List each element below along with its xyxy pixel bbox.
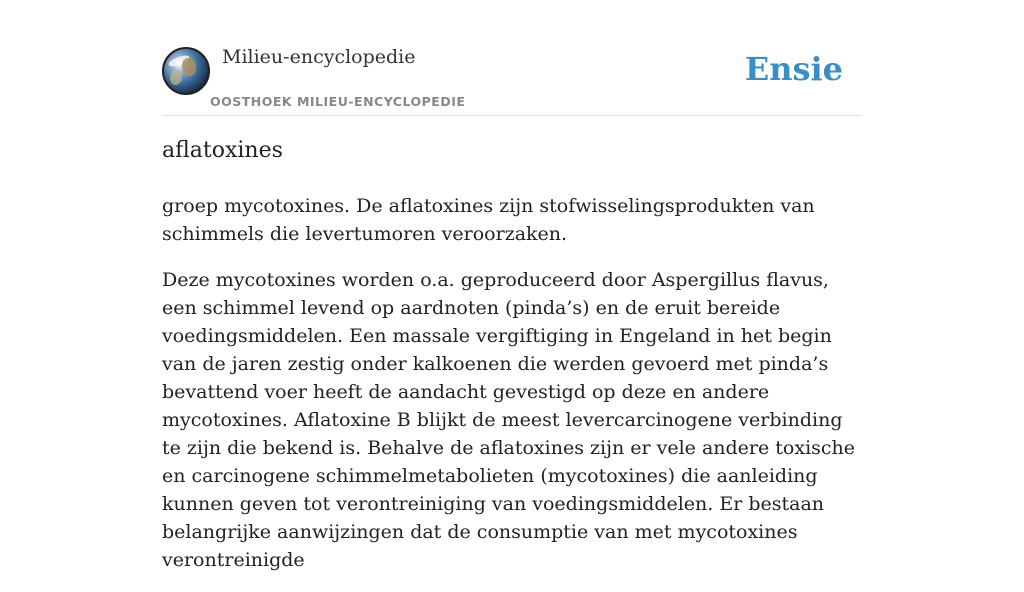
- earth-globe-logo-icon[interactable]: [162, 47, 210, 95]
- article-title: aflatoxines: [162, 138, 283, 163]
- article-paragraph-2: Deze mycotoxines worden o.a. geproduceerd door Aspergillus flavus, een schimmel levend op aardnoten (pinda’s) en de eruit bereide voedingsmiddelen. Een massale vergiftiging in Engeland in het begin van de jaren zestig onder kalkoenen die werden gevoerd met pinda’s bevattend voer heeft de aandacht gevestigd op deze en andere mycotoxines. Aflatoxine B blijkt de meest levercarcinogene verbinding te zijn die bekend is. Behalve de aflatoxines zijn er vele andere toxische en carcinogene schimmelmetabolieten (mycotoxines) die aanleiding kunnen geven tot verontreiniging van voedingsmiddelen. Er bestaan belangrijke aanwijzingen dat de consumptie van met mycotoxines verontreinigde: [162, 269, 856, 571]
- article-paragraph-1: groep mycotoxines. De aflatoxines zijn stofwisselingsprodukten van schimmels die levertumoren veroorzaken.: [162, 195, 815, 245]
- ensie-brand-logo[interactable]: Ensie: [744, 50, 843, 88]
- site-header: [162, 44, 862, 116]
- logo-landmass: [182, 58, 196, 76]
- article-content: [162, 192, 862, 592]
- site-subtitle: OOSTHOEK MILIEU-ENCYCLOPEDIE: [210, 94, 466, 109]
- site-title-link[interactable]: Milieu-encyclopedie: [222, 46, 416, 68]
- logo-landmass-secondary: [170, 71, 182, 85]
